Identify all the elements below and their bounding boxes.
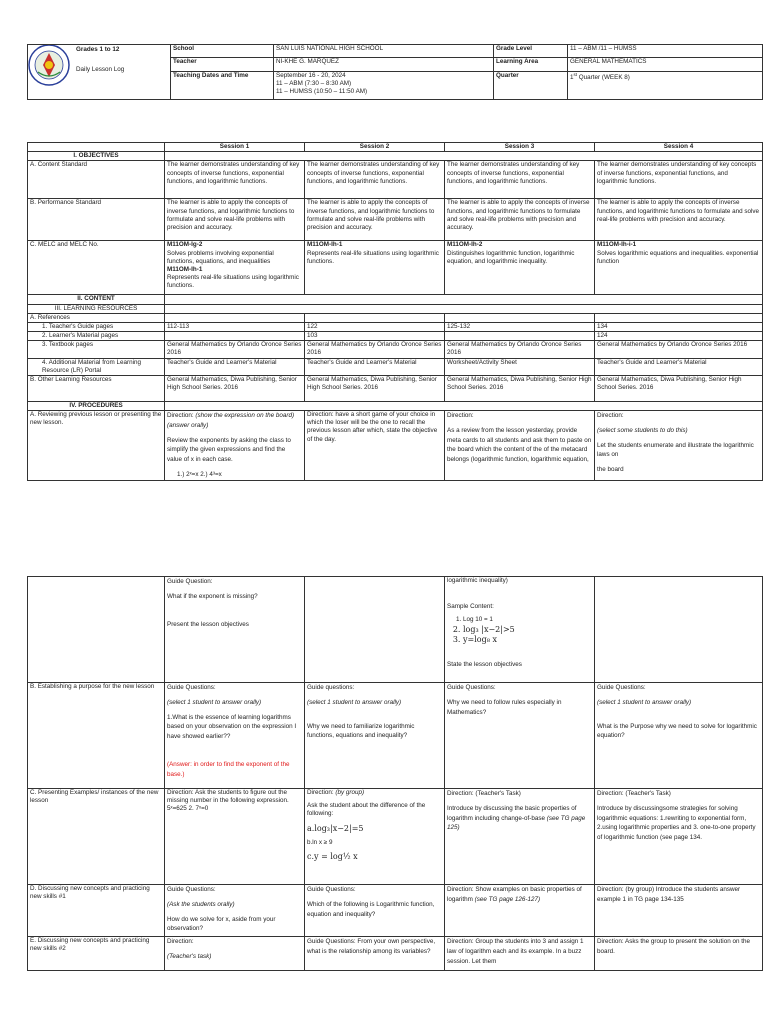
- sample-item: 1. Log 10 = 1: [463, 616, 592, 624]
- melc-row: [28, 241, 763, 295]
- cell: Direction: (by group) Introduce the students answer example 1 in TG page 134-135: [595, 885, 763, 937]
- cell: 124: [595, 332, 763, 341]
- cell: General Mathematics by Orlando Oronce Series 2016: [165, 341, 305, 358]
- lesson-table-page1: [27, 142, 763, 481]
- melc-code: M11OM-Ih-1: [307, 241, 343, 249]
- performance-standard-row: [28, 199, 763, 241]
- cell: [305, 683, 445, 789]
- row-label: 2. Learner's Material pages: [28, 332, 165, 341]
- direction-note: (show the expression on the board)(answer orally): [167, 412, 295, 429]
- row-label: B. Other Learning Resources: [28, 375, 165, 401]
- direction-text: Direction:: [597, 412, 624, 420]
- direction-text: Direction: (Teacher's Task): [597, 790, 671, 797]
- lesson-objectives-note: State the lesson objectives: [447, 661, 522, 669]
- melc-text: Represents real-life situations using logarithmic functions.: [167, 274, 299, 290]
- row-label: B. Performance Standard: [28, 199, 165, 241]
- cell: Teacher's Guide and Learner's Material: [595, 358, 763, 375]
- melc-text: Distinguishes logarithmic function, logarithmic equation, and logarithmic inequality.: [447, 249, 575, 265]
- dates-line: 11 – HUMSS (10:50 – 11:50 AM): [276, 88, 368, 96]
- other-resources-row: [28, 375, 763, 401]
- continued-text: logarithmic inequality): [447, 577, 508, 584]
- guide-question-label: Guide Questions:: [597, 684, 646, 691]
- school-value: SAN LUIS NATIONAL HIGH SCHOOL: [274, 45, 494, 58]
- guide-question-label: Guide Questions:: [447, 684, 496, 691]
- direction-text: Direction: Ask the students to figure out the missing number in the following expression.: [167, 789, 289, 805]
- cell: Direction: Asks the group to present the solution on the board.: [595, 937, 763, 971]
- cell: General Mathematics, Diwa Publishing, Senior High School Series. 2016: [445, 375, 595, 401]
- cell: [165, 332, 305, 341]
- review-items: 1.) 2ˣ=x 2.) 4³=x: [177, 470, 222, 478]
- row-label: C. Presenting Examples/ instances of the new lesson: [28, 789, 165, 885]
- cell: [165, 411, 305, 481]
- sample-content-list: [447, 616, 592, 645]
- grade-level-label: Grade Level: [494, 45, 568, 58]
- cell: General Mathematics, Diwa Publishing, Senior High School Series. 2016: [165, 375, 305, 401]
- quarter-suffix: st: [573, 72, 578, 77]
- content-heading: II. CONTENT: [28, 295, 165, 304]
- row-label: C. MELC and MELC No.: [28, 241, 165, 295]
- grades-label: Grades 1 to 12: [76, 46, 120, 53]
- teacher-value: NI-KHE G. MARQUEZ: [274, 58, 494, 72]
- cell: [165, 937, 305, 971]
- cell: [305, 789, 445, 885]
- cell: The learner demonstrates understanding of key concepts of inverse functions, exponential functions, and logarithmic functions.: [445, 161, 595, 199]
- cell: The learner is able to apply the concepts of inverse functions, and logarithmic functions to formulate and solve real-life problems with precision and accuracy.: [165, 199, 305, 241]
- example-item: b.ln x ≥ 9: [307, 838, 333, 846]
- session-3-header: Session 3: [445, 143, 595, 152]
- sample-item: 2. log₃ |x−2|>5: [463, 625, 592, 635]
- direction-note: (by group): [335, 789, 365, 796]
- cell: The learner demonstrates understanding of key concepts of inverse functions, exponential functions, and logarithmic functions.: [305, 161, 445, 199]
- direction-text: Direction:: [307, 789, 336, 796]
- presenting-row: [28, 789, 763, 885]
- guide-question: Which of the following is Logarithmic function, equation and inequality?: [307, 900, 435, 918]
- guide-question: What if the exponent is missing?: [167, 592, 258, 600]
- procedures-heading: IV. PROCEDURES: [28, 401, 165, 410]
- grade-level-value: 11 – ABM /11 – HUMSS: [568, 45, 763, 58]
- melc-text: Solves logarithmic equations and inequalities. exponential function: [597, 249, 759, 265]
- sample-item: 3. y=log₈ x: [463, 635, 592, 645]
- row-label: A. References: [28, 313, 165, 322]
- guide-question-label: Guide questions:: [307, 684, 355, 691]
- cell: General Mathematics by Orlando Oronce Series 2016: [305, 341, 445, 358]
- textbook-row: [28, 341, 763, 358]
- cell: [305, 241, 445, 295]
- cell: [165, 789, 305, 885]
- cell: General Mathematics by Orlando Oronce Series 2016: [595, 341, 763, 358]
- lm-pages-row: [28, 332, 763, 341]
- cell: Worksheet/Activity Sheet: [445, 358, 595, 375]
- melc-code: M11OM-Ih-i-1: [597, 241, 637, 249]
- guide-question: What is the Purpose why we need to solve for logarithmic equation?: [597, 722, 757, 740]
- cell: 112-113: [165, 322, 305, 331]
- cell: 125-132: [445, 322, 595, 331]
- cell: [305, 885, 445, 937]
- cell: General Mathematics, Diwa Publishing, Senior High School Series. 2016: [595, 375, 763, 401]
- example-item: c.y = log½ x: [307, 852, 358, 862]
- learning-area-label: Learning Area: [494, 58, 568, 72]
- learning-area-value: GENERAL MATHEMATICS: [568, 58, 763, 72]
- dates-value: [274, 72, 494, 100]
- guide-question: Why we need to familiarize logarithmic functions, equations and inequality?: [307, 722, 415, 740]
- direction-note: (select some students to do this): [597, 426, 688, 434]
- quarter-text: Quarter (WEEK 8): [577, 74, 630, 82]
- session-2-header: Session 2: [305, 143, 445, 152]
- lesson-objectives-note: Present the lesson objectives: [167, 620, 249, 628]
- session-4-header: Session 4: [595, 143, 763, 152]
- direction-note: (select 1 student to answer orally): [167, 698, 262, 706]
- header-table: [27, 44, 763, 100]
- quarter-number: 1: [570, 74, 574, 82]
- cell: [445, 411, 595, 481]
- cell: 134: [595, 322, 763, 331]
- cell: Teacher's Guide and Learner's Material: [305, 358, 445, 375]
- cell: [595, 789, 763, 885]
- cell: [445, 683, 595, 789]
- review-continued-row: [28, 577, 763, 683]
- cell: [165, 577, 305, 683]
- example-item: a.log₃|x−2|=5: [307, 823, 364, 833]
- cell: [165, 885, 305, 937]
- row-label: E. Discussing new concepts and practicing new skills #2: [28, 937, 165, 971]
- direction-note: (Teacher's task): [167, 952, 212, 960]
- daily-lesson-log-title: Daily Lesson Log: [76, 66, 125, 74]
- direction-text: Direction: (Teacher's Task): [447, 790, 521, 797]
- guide-question-label: Guide Questions:: [167, 886, 216, 893]
- row-label: A. Reviewing previous lesson or presenting the new lesson.: [28, 411, 165, 481]
- cell: [595, 411, 763, 481]
- tg-pages-row: [28, 322, 763, 331]
- direction-text: Ask the student about the difference of the following:: [307, 802, 426, 818]
- direction-note: (select 1 student to answer orally): [597, 698, 692, 706]
- guide-question: How do we solve for x, aside from your observation?: [167, 915, 276, 933]
- direction-text: Direction:: [167, 412, 196, 420]
- cell: [165, 241, 305, 295]
- direction-note: (Ask the students orally): [167, 900, 235, 908]
- resources-heading: III. LEARNING RESOURCES: [28, 304, 165, 313]
- direction-note: (see TG page 125): [447, 814, 586, 832]
- cell: The learner is able to apply the concepts of inverse functions, and logarithmic functions to formulate and solve real-life problems with precision and accuracy.: [305, 199, 445, 241]
- melc-code: M11OM-Ih-1: [167, 265, 203, 273]
- direction-note: (select 1 student to answer orally): [307, 698, 402, 706]
- direction-text: Direction: Show examples on basic properties of logarithm: [447, 886, 582, 903]
- objectives-heading: I. OBJECTIVES: [28, 152, 165, 161]
- guide-question-label: Guide Questions:: [307, 886, 356, 893]
- review-text: the board: [597, 466, 624, 474]
- teacher-label: Teacher: [171, 58, 274, 72]
- cell: Direction: Group the students into 3 and assign 1 law of logarithm each and its example. In a buzz session. Let them: [445, 937, 595, 971]
- cell: General Mathematics by Orlando Oronce Series 2016: [445, 341, 595, 358]
- quarter-label: Quarter: [494, 72, 568, 100]
- purpose-row: [28, 683, 763, 789]
- lesson-table-page2: [27, 576, 763, 971]
- discussing-1-row: [28, 885, 763, 937]
- direction-note: (see TG page 126-127): [474, 895, 541, 903]
- review-text: Let the students enumerate and illustrate the logarithmic laws on: [597, 441, 754, 459]
- direction-text: Introduce by discussingsome strategies for solving logarithmic equations: 1.rewriting to exponential form, 2.using logarithmic properties and 3. one-to-one property of logarithmic function (see page 134.: [597, 804, 756, 841]
- cell: General Mathematics, Diwa Publishing, Senior High School Series. 2016: [305, 375, 445, 401]
- cell: The learner is able to apply the concepts of inverse functions, and logarithmic functions to formulate and solve real-life problems with precision and accuracy.: [595, 199, 763, 241]
- review-text: As a review from the lesson yesterday, provide meta cards to all students and ask them to paste on the board which the content of the of the metacard belongs (logarithmic function, logarithmic equation,: [447, 426, 592, 464]
- content-standard-row: [28, 161, 763, 199]
- row-label: A. Content Standard: [28, 161, 165, 199]
- cell: The learner demonstrates understanding of key concepts of inverse functions, exponential functions, and logarithmic functions.: [595, 161, 763, 199]
- row-label: D. Discussing new concepts and practicing new skills #1: [28, 885, 165, 937]
- cell: [445, 241, 595, 295]
- cell: 103: [305, 332, 445, 341]
- cell: Teacher's Guide and Learner's Material: [165, 358, 305, 375]
- answer-text: (Answer: in order to find the exponent of the base.): [167, 760, 290, 778]
- direction-text: Direction:: [167, 938, 194, 945]
- header-title-cell: [28, 45, 171, 100]
- dates-label: Teaching Dates and Time: [171, 72, 274, 100]
- quarter-value: [568, 72, 763, 100]
- cell: [165, 683, 305, 789]
- school-label: School: [171, 45, 274, 58]
- melc-text: Solves problems involving exponential functions, equations, and inequalities: [167, 249, 274, 265]
- guide-question: 1.What is the essence of learning logarithms based on your observation on the expression I have showed earlier??: [167, 713, 297, 740]
- cell: 122: [305, 322, 445, 331]
- direction-text: Introduce by discussing the basic properties of logarithm including change-of-base: [447, 804, 577, 822]
- cell: [445, 332, 595, 341]
- cell: Direction: have a short game of your choice in which the loser will be the one to recall the previous lesson after which, state the objective of the day.: [305, 411, 445, 481]
- additional-material-row: [28, 358, 763, 375]
- session-header-row: [28, 143, 763, 152]
- cell: [595, 241, 763, 295]
- dates-line: September 16 - 20, 2024: [276, 72, 346, 79]
- row-label: 1. Teacher's Guide pages: [28, 322, 165, 331]
- discussing-2-row: [28, 937, 763, 971]
- sample-content-label: Sample Content:: [447, 603, 494, 611]
- example-items: 5ˣ=625 2. 7ˣ=0: [167, 805, 209, 813]
- guide-question-label: Guide Questions:: [167, 684, 216, 691]
- row-label: B. Establishing a purpose for the new lesson: [28, 683, 165, 789]
- session-1-header: Session 1: [165, 143, 305, 152]
- dates-line: 11 – ABM (7:30 – 8:30 AM): [276, 80, 352, 88]
- cell: The learner demonstrates understanding of key concepts of inverse functions, exponential functions, and logarithmic functions.: [165, 161, 305, 199]
- cell: [595, 683, 763, 789]
- row-label: 3. Textbook pages: [28, 341, 165, 358]
- cell: [445, 885, 595, 937]
- row-label: 4. Additional Material from Learning Resource (LR) Portal: [28, 358, 165, 375]
- cell: [445, 577, 595, 683]
- guide-question: Why we need to follow rules especially in Mathematics?: [447, 698, 562, 716]
- review-text: Review the exponents by asking the class to simplify the given expressions and find the value of x in each case.: [167, 436, 291, 464]
- melc-text: Represents real-life situations using logarithmic functions.: [307, 249, 439, 265]
- melc-code: M11OM-Ig-2: [167, 241, 203, 249]
- cell: The learner is able to apply the concepts of inverse functions, and logarithmic functions to formulate and solve real-life problems with precision and accuracy.: [445, 199, 595, 241]
- cell: Guide Questions: From your own perspective, what is the relationship among its variables?: [305, 937, 445, 971]
- review-row: [28, 411, 763, 481]
- guide-question-label: Guide Question:: [167, 578, 213, 585]
- direction-text: Direction:: [447, 412, 474, 420]
- cell: [445, 789, 595, 885]
- melc-code: M11OM-Ih-2: [447, 241, 483, 249]
